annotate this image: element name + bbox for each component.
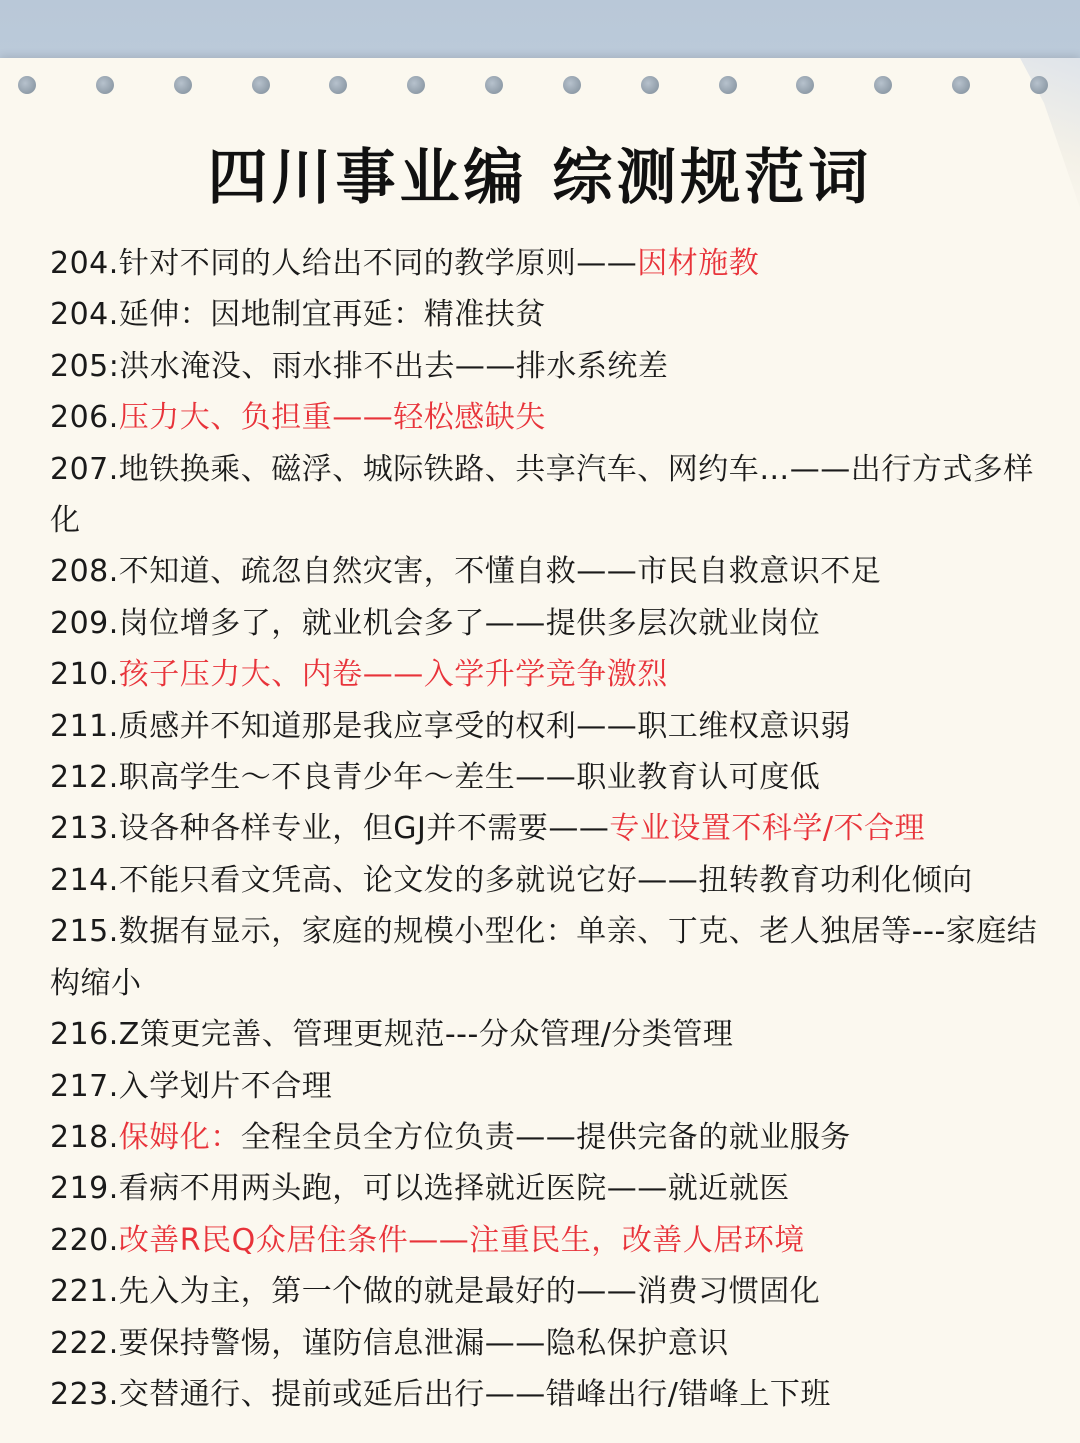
item-number: 211.	[50, 708, 119, 744]
list-item	[50, 1163, 1040, 1214]
binder-hole	[18, 76, 36, 94]
item-text: 入学划片不合理	[118, 1068, 333, 1104]
binder-hole	[96, 76, 114, 94]
item-number: 222.	[50, 1325, 119, 1361]
item-number: 214.	[50, 862, 119, 898]
item-text: 洪水淹没、雨水排不出去——排水系统差	[119, 348, 669, 384]
item-text-highlight: 孩子压力大、内卷——入学升学竞争激烈	[118, 657, 668, 693]
item-text: 全程全员全方位负责——提供完备的就业服务	[240, 1119, 851, 1155]
item-number: 208.	[50, 554, 119, 590]
list-item	[50, 906, 1040, 1009]
item-number: 223.	[50, 1376, 119, 1412]
item-text: 设各种各样专业，但GJ并不需要——	[118, 811, 610, 847]
item-text: 数据有显示，家庭的规模小型化：单亲、丁克、老人独居等---家庭结构缩小	[50, 914, 1038, 1001]
item-text-highlight: 专业设置不科学/不合理	[609, 811, 926, 847]
item-text: 不知道、疏忽自然灾害，不懂自救——市民自救意识不足	[118, 554, 882, 590]
binder-hole	[407, 76, 425, 94]
list-item	[50, 1266, 1040, 1317]
list-item	[50, 598, 1040, 649]
item-number: 221.	[50, 1274, 119, 1310]
binder-hole	[874, 76, 892, 94]
binder-hole	[252, 76, 270, 94]
item-text: 交替通行、提前或延后出行——错峰出行/错峰上下班	[118, 1376, 831, 1412]
list-item	[50, 546, 1040, 597]
item-text: 针对不同的人给出不同的教学原则——	[118, 246, 638, 281]
item-number: 206.	[50, 400, 119, 436]
binder-hole	[796, 76, 814, 94]
item-text: 不能只看文凭高、论文发的多就说它好——扭转教育功利化倾向	[118, 862, 973, 898]
item-number: 204.	[50, 297, 119, 333]
list-item	[50, 1009, 1040, 1060]
list-item	[50, 1215, 1040, 1266]
item-number: 213.	[50, 811, 119, 847]
list-item	[50, 701, 1040, 752]
list-item	[50, 1369, 1040, 1420]
item-text: 看病不用两头跑，可以选择就近医院——就近就医	[118, 1171, 790, 1207]
list-item	[50, 1318, 1040, 1369]
notebook-page	[0, 58, 1080, 1443]
item-text: 要保持警惕，谨防信息泄漏——隐私保护意识	[118, 1325, 729, 1361]
list-item	[50, 341, 1040, 392]
binder-hole	[719, 76, 737, 94]
list-item	[50, 238, 1040, 289]
binder-hole	[641, 76, 659, 94]
list-item	[50, 855, 1040, 906]
binder-hole	[485, 76, 503, 94]
item-text-highlight: 保姆化：	[118, 1119, 241, 1155]
item-text: 先入为主，第一个做的就是最好的——消费习惯固化	[118, 1274, 821, 1310]
list-item	[50, 392, 1040, 443]
item-number: 220.	[50, 1222, 119, 1258]
item-number: 205:	[50, 348, 120, 384]
item-text: 延伸：因地制宜再延：精准扶贫	[118, 297, 546, 333]
binder-hole	[174, 76, 192, 94]
list-item	[50, 752, 1040, 803]
binder-hole	[952, 76, 970, 94]
list-item	[50, 649, 1040, 700]
item-number: 209.	[50, 605, 119, 641]
list-item	[50, 289, 1040, 340]
item-text: 质感并不知道那是我应享受的权利——职工维权意识弱	[118, 708, 851, 744]
page-title: 四川事业编 综测规范词	[207, 143, 873, 213]
item-number: 218.	[50, 1119, 119, 1155]
item-number: 212.	[50, 760, 119, 796]
binder-hole	[1030, 76, 1048, 94]
item-text: 地铁换乘、磁浮、城际铁路、共享汽车、网约车…——出行方式多样化	[50, 451, 1034, 539]
item-text: 岗位增多了，就业机会多了——提供多层次就业岗位	[118, 605, 821, 641]
item-number: 217.	[50, 1068, 119, 1104]
phrase-list	[50, 238, 1040, 1420]
item-number: 204.	[50, 246, 119, 281]
item-number: 210.	[50, 657, 119, 693]
item-text: Z策更完善、管理更规范---分众管理/分类管理	[118, 1017, 734, 1053]
item-text: 职高学生～不良青少年～差生——职业教育认可度低	[118, 760, 821, 796]
binder-hole	[329, 76, 347, 94]
list-item	[50, 444, 1040, 547]
list-item	[50, 1061, 1040, 1112]
item-number: 219.	[50, 1171, 119, 1207]
binder-hole	[563, 76, 581, 94]
list-item	[50, 1112, 1040, 1163]
item-number: 207.	[50, 451, 119, 487]
item-number: 215.	[50, 914, 119, 950]
list-item	[50, 803, 1040, 854]
item-number: 216.	[50, 1017, 119, 1053]
item-text-highlight: 因材施教	[637, 246, 760, 281]
item-text-highlight: 改善R民Q众居住条件——注重民生，改善人居环境	[118, 1222, 805, 1258]
binder-holes	[18, 76, 1048, 96]
item-text-highlight: 压力大、负担重——轻松感缺失	[118, 400, 546, 436]
